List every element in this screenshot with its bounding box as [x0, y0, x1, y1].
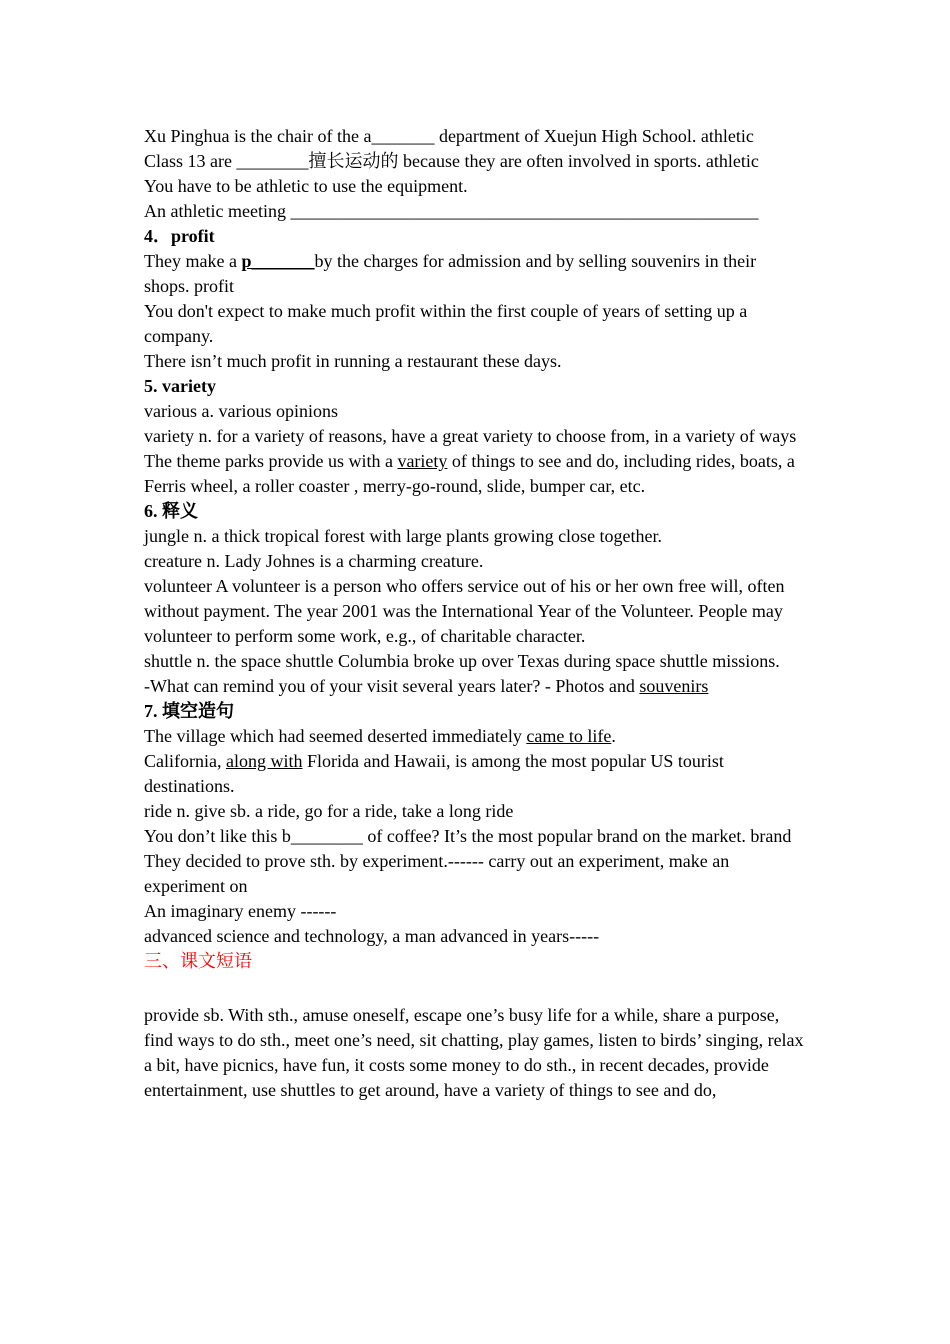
variety-text-a: The theme parks provide us with a — [144, 451, 398, 471]
definition-jungle: jungle n. a thick tropical forest with large plants growing close together. — [144, 526, 663, 546]
definitions-heading: 6. 释义 — [144, 501, 198, 521]
variety-text-c: of things to see and do, including rides, boats, a Ferris wheel, a roller coaster , merry-go-round, slide, bumper car, etc. — [144, 451, 795, 496]
variety-line-2: variety n. for a variety of reasons, have a great variety to choose from, in a variety of ways — [144, 426, 797, 446]
profit-line-3: There isn’t much profit in running a restaurant these days. — [144, 351, 562, 371]
section-3-heading: 三、课文短语 — [144, 951, 252, 971]
souvenirs-text: -What can remind you of your visit several years later? - Photos and — [144, 676, 640, 696]
athletic-line-3: You have to be athletic to use the equipment. — [144, 176, 468, 196]
definition-volunteer: volunteer A volunteer is a person who offers service out of his or her own free will, often without payment. The year 2001 was the International Year of the Volunteer. People may volunteer to perform some work, e.g., of charitable character. — [144, 576, 785, 646]
athletic-line-4: An athletic meeting ____________________________________________________ — [144, 201, 759, 221]
fill-line-2 — [144, 749, 804, 799]
profit-text-a: They make a — [144, 251, 242, 271]
fill-2-underlined: along with — [225, 751, 303, 771]
profit-text-c: by the charges for admission and by selling souvenirs in their shops. profit — [144, 251, 757, 296]
variety-line-3 — [144, 449, 804, 499]
fill-heading: 7. 填空造句 — [144, 701, 234, 721]
spacer — [144, 974, 804, 1003]
document-page — [144, 124, 804, 1103]
fill-1-a: The village which had seemed deserted immediately — [144, 726, 527, 746]
souvenirs-underlined: souvenirs — [639, 676, 709, 696]
fill-1-c: . — [611, 726, 616, 746]
definition-shuttle: shuttle n. the space shuttle Columbia broke up over Texas during space shuttle missions. — [144, 651, 780, 671]
fill-line-6: An imaginary enemy ------ — [144, 901, 337, 921]
fill-line-7: advanced science and technology, a man advanced in years----- — [144, 926, 600, 946]
fill-2-a: California, — [144, 751, 226, 771]
athletic-line-1: Xu Pinghua is the chair of the a_______ department of Xuejun High School. athletic — [144, 126, 754, 146]
fill-line-4: You don’t like this b________ of coffee? It’s the most popular brand on the market. brand — [144, 826, 792, 846]
profit-heading: 4．profit — [144, 226, 215, 246]
variety-line-1: various a. various opinions — [144, 401, 338, 421]
profit-line-2: You don't expect to make much profit within the first couple of years of setting up a company. — [144, 301, 748, 346]
athletic-line-2: Class 13 are ________擅长运动的 because they are often involved in sports. athletic — [144, 151, 759, 171]
definition-souvenirs — [144, 674, 804, 699]
fill-line-3: ride n. give sb. a ride, go for a ride, take a long ride — [144, 801, 514, 821]
profit-line-1 — [144, 249, 804, 299]
definition-creature: creature n. Lady Johnes is a charming creature. — [144, 551, 484, 571]
variety-heading: 5. variety — [144, 376, 216, 396]
variety-underlined: variety — [397, 451, 448, 471]
phrase-list: provide sb. With sth., amuse oneself, escape one’s busy life for a while, share a purpose, find ways to do sth., meet one’s need, sit chatting, play games, listen to birds’ singing, relax a bit, have picnics, have fun, it costs some money to do sth., in recent decades, provide entertainment, use shuttles to get around, have a variety of things to see and do, — [144, 1005, 804, 1100]
profit-blank: p_______ — [241, 251, 315, 271]
fill-line-1 — [144, 724, 804, 749]
fill-line-5: They decided to prove sth. by experiment.------ carry out an experiment, make an experiment on — [144, 851, 730, 896]
fill-2-c: Florida and Hawaii, is among the most popular US tourist destinations. — [144, 751, 724, 796]
fill-1-underlined: came to life — [526, 726, 612, 746]
